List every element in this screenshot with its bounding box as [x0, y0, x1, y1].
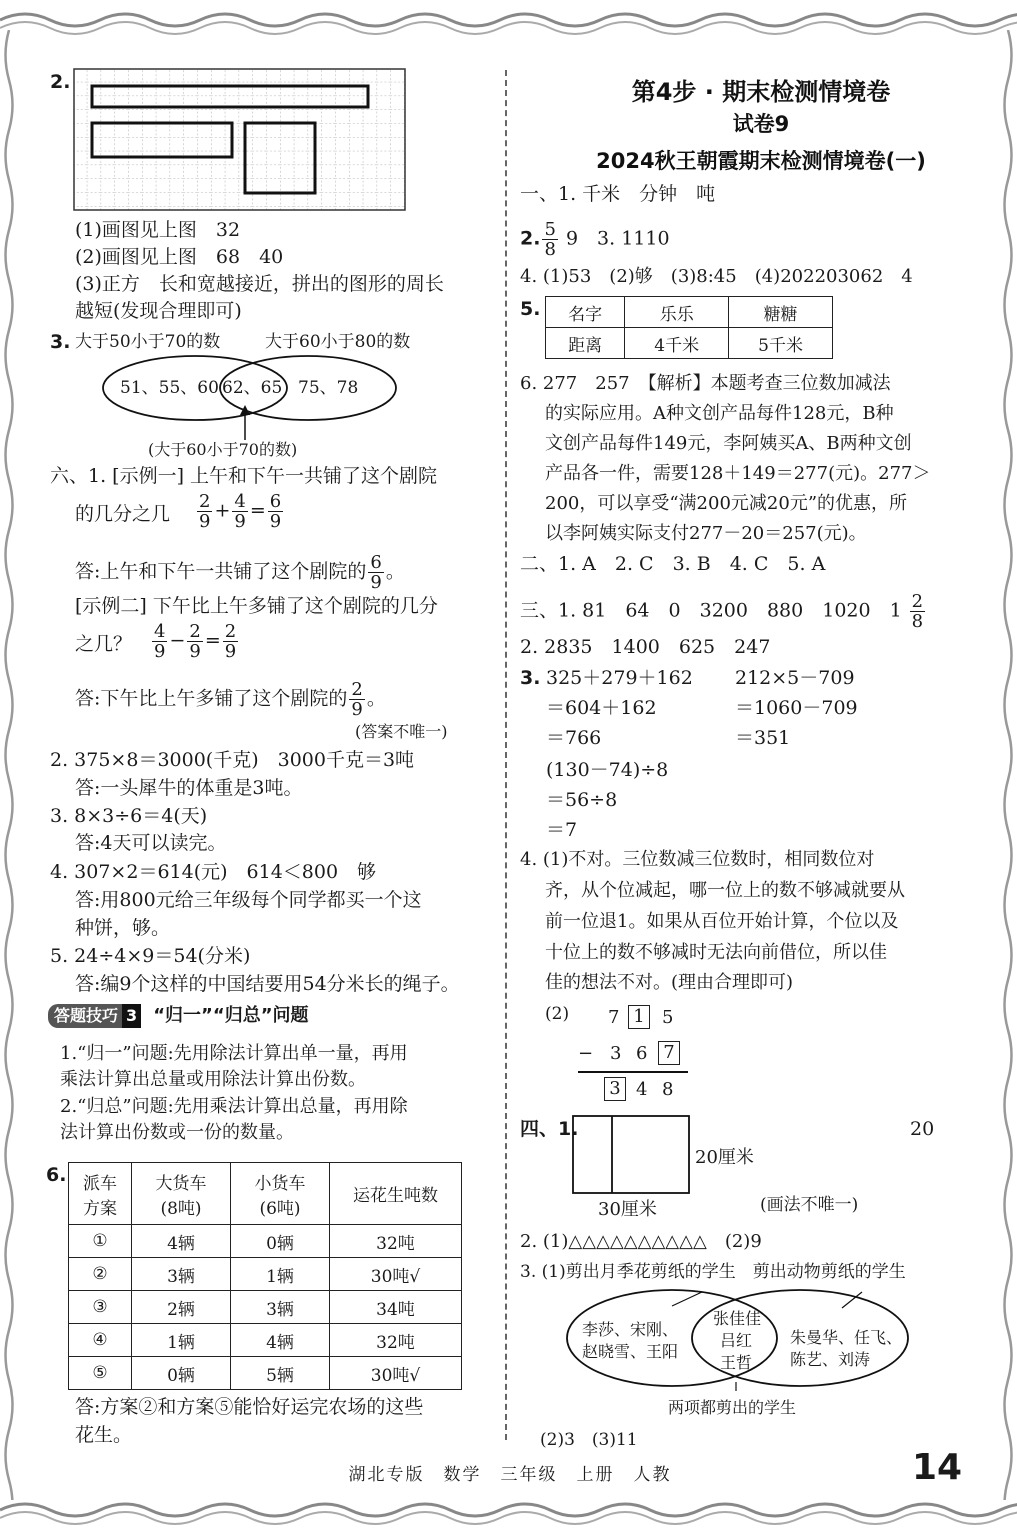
subtraction-puzzle [578, 1005, 688, 1105]
table-cell: ④ [69, 1324, 132, 1357]
table-cell: 4辆 [231, 1324, 330, 1357]
tips-title: “归一”“归总”问题 [153, 1005, 309, 1026]
r4-q3-line1: 3. (1)剪出月季花剪纸的学生 剪出动物剪纸的学生 [520, 1262, 906, 1282]
left-wave-border [0, 30, 18, 1500]
r3-q4-line2: 齐，从个位减起，哪一位上的数不够减就要从 [545, 880, 905, 901]
s6-note: (答案不唯一) [355, 722, 448, 741]
r3-calc3-line3: ＝7 [546, 819, 578, 841]
r1-q6-line2: 的实际应用。A种文创产品每件128元，B种 [545, 403, 894, 424]
q3-number: 3. [50, 331, 71, 353]
rect-width-label: 30厘米 [598, 1199, 657, 1220]
q3-only-right: 75、78 [298, 378, 359, 398]
table-cell: 5辆 [231, 1357, 330, 1390]
s6-q3-line2: 答:4天可以读完。 [75, 832, 227, 854]
r1-q6-line6: 以李阿姨实际支付277－20＝257(元)。 [545, 523, 867, 544]
r3-calc2-line1: 212×5－709 [735, 667, 855, 689]
table-header-row [69, 1163, 462, 1225]
digit: 3 [610, 1043, 622, 1064]
table-cell: ③ [69, 1291, 132, 1324]
digit: 5 [662, 1007, 674, 1028]
q3-bottom-label: (大于60小于70的数) [148, 440, 298, 459]
digit: 6 [636, 1043, 648, 1064]
r3-calc3-line1: (130－74)÷8 [546, 759, 669, 781]
table-header-cell: 运花生吨数 [330, 1163, 462, 1225]
table-cell: 4千米 [625, 328, 729, 359]
r3-q4-line3: 前一位退1。如果从百位开始计算，个位以及 [545, 911, 899, 932]
table-cell: ① [69, 1225, 132, 1258]
table-row [69, 1357, 462, 1390]
table-cell: 3辆 [231, 1291, 330, 1324]
venn-right-line2: 陈艺、刘涛 [790, 1350, 871, 1369]
r1-q5-table [545, 296, 833, 359]
r3-calc2-line2: ＝1060－709 [735, 697, 858, 719]
tips-badge: 答题技巧 [48, 1004, 124, 1028]
digit: 4 [636, 1079, 648, 1100]
venn-mid-line2: 吕红 [720, 1331, 753, 1350]
page-footer: 湖北专版 数学 三年级 上册 人教 [348, 1465, 672, 1485]
venn-mid-line3: 王哲 [720, 1353, 753, 1372]
q2-answer-1: (1)画图见上图 32 [75, 219, 241, 241]
r1-q4: 4. (1)53 (2)够 (3)8:45 (4)202203062 4 [520, 266, 913, 287]
r1-q2: 2. $\frac{5}{8}$ 9 3. 1110 [520, 219, 670, 260]
table-header-cell: 派车 方案 [69, 1163, 132, 1225]
r3-calc1-line1: 325＋279＋162 [546, 667, 693, 689]
table-cell: 30吨√ [330, 1258, 462, 1291]
r3-calc1-line2: ＝604＋162 [546, 697, 657, 719]
paper-number: 试卷9 [732, 112, 790, 136]
s6-q4-line3: 种饼，够。 [75, 917, 171, 939]
r3-q4-line4: 十位上的数不够减时无法向前借位，所以佳 [545, 942, 887, 963]
table-row [69, 1324, 462, 1357]
r4-q2: 2. (1)△△△△△△△△△△ (2)9 [520, 1231, 762, 1252]
s6-answer-2: 答:下午比上午多铺了这个剧院的 $\frac{2}{9}$ 。 [75, 679, 386, 720]
r3-q2: 2. 2835 1400 625 247 [520, 636, 771, 658]
r1-q6-line3: 文创产品每件149元，李阿姨买A、B两种文创 [545, 433, 912, 454]
r2-answers: 二、1. A 2. C 3. B 4. C 5. A [520, 553, 826, 575]
s6-q1-line1: 六、1. [示例一] 上午和下午一共铺了这个剧院 [50, 465, 438, 487]
r4-q1-answer: 20 [910, 1118, 935, 1140]
table-cell: 糖糖 [729, 297, 833, 328]
right-wave-border [999, 30, 1017, 1500]
table-cell: ⑤ [69, 1357, 132, 1390]
digit-box: 7 [658, 1041, 680, 1065]
paper-title: 2024秋王朝霞期末检测情境卷(一) [596, 149, 926, 173]
tips-number: 3 [122, 1004, 141, 1028]
q3-both: 62、65 [222, 378, 283, 398]
page-number: 14 [912, 1447, 963, 1488]
tips-line4: 法计算出份数或一份的数量。 [60, 1122, 294, 1143]
venn-left-line2: 赵晓雪、王阳 [582, 1342, 679, 1361]
rectangle-drawing [572, 1115, 692, 1195]
table-cell: 0辆 [132, 1357, 231, 1390]
venn-left-line1: 李莎、宋刚、 [582, 1320, 679, 1339]
column-divider [505, 70, 507, 1440]
table-row [69, 1258, 462, 1291]
r3-q3-number: 3. [520, 667, 541, 689]
r3-calc3-line2: ＝56÷8 [546, 789, 618, 811]
table-cell: 乐乐 [625, 297, 729, 328]
q2-number: 2. [50, 71, 71, 93]
venn-mid-line1: 张佳佳 [713, 1309, 762, 1328]
q2-answer-3b: 越短(发现合理即可) [75, 300, 242, 322]
rect-height-label: 20厘米 [695, 1147, 754, 1168]
r3-q1: 三、1. 81 64 0 3200 880 1020 1 $\frac{2}{8}$ [520, 591, 924, 632]
subtraction-line [578, 1071, 688, 1073]
minus-sign: − [578, 1043, 594, 1064]
r3-q4-line5: 佳的想法不对。(理由合理即可) [545, 972, 794, 993]
s6-answer-1: 答:上午和下午一共铺了这个剧院的 $\frac{6}{9}$ 。 [75, 552, 405, 593]
q6-number: 6. [46, 1164, 67, 1186]
table-cell: 32吨 [330, 1324, 462, 1357]
table-row [69, 1225, 462, 1258]
digit: 8 [662, 1079, 674, 1100]
q2-answer-2: (2)画图见上图 68 40 [75, 246, 284, 268]
r3-q4-part2-label: (2) [545, 1004, 570, 1024]
s6-example-2-line2: 之几？ [75, 633, 133, 655]
digit: 7 [608, 1007, 620, 1028]
r1-q6-line4: 产品各一件，需要128＋149＝277(元)。277＞ [545, 463, 931, 484]
tips-header [48, 1003, 309, 1028]
bottom-wave-border [0, 1492, 1017, 1536]
table-cell: 距离 [546, 328, 625, 359]
s6-q4-line1: 4. 307×2＝614(元) 614＜800 够 [50, 861, 377, 883]
r3-calc2-line3: ＝351 [735, 727, 791, 749]
table-cell: 2辆 [132, 1291, 231, 1324]
s6-equation-1: $\frac{2}{9}$ + $\frac{4}{9}$ = $\frac{6}{9}$ [199, 491, 282, 532]
r1-q6-line5: 200，可以享受“满200元减20元”的优惠，所 [545, 493, 908, 514]
q3-only-left: 51、55、60 [120, 378, 219, 398]
tips-line1: 1.“归一”问题:先用除法计算出单一量，再用 [60, 1043, 408, 1064]
s6-example-2-line1: [示例二] 下午比上午多铺了这个剧院的几分 [75, 595, 438, 617]
tips-line3: 2.“归总”问题:先用乘法计算出总量，再用除 [60, 1096, 408, 1117]
tips-line2: 乘法计算出总量或用除法计算出份数。 [60, 1069, 366, 1090]
table-cell: 0辆 [231, 1225, 330, 1258]
table-cell: 4辆 [132, 1225, 231, 1258]
r3-calc1-line3: ＝766 [546, 727, 602, 749]
venn-right-line1: 朱曼华、任飞、 [790, 1328, 903, 1347]
s6-q5-line2: 答:编9个这样的中国结要用54分米长的绳子。 [75, 973, 460, 995]
q6-answer-line1: 答:方案②和方案⑤能恰好运完农场的这些 [75, 1396, 424, 1418]
s6-equation-2: $\frac{4}{9}$ − $\frac{2}{9}$ = $\frac{2}{9}$ [154, 621, 237, 662]
table-cell: 30吨√ [330, 1357, 462, 1390]
venn-bottom-label: 两项都剪出的学生 [668, 1398, 797, 1417]
table-cell: 34吨 [330, 1291, 462, 1324]
table-cell: 名字 [546, 297, 625, 328]
s6-q4-line2: 答:用800元给三年级每个同学都买一个这 [75, 889, 422, 911]
table-row [69, 1291, 462, 1324]
q3-label-right: 大于60小于80的数 [265, 332, 411, 352]
q6-truck-table [68, 1162, 462, 1390]
q2-answer-3a: (3)正方 长和宽越接近，拼出的图形的周长 [75, 273, 444, 295]
r4-q1-note: (画法不唯一) [760, 1195, 859, 1215]
q3-label-left: 大于50小于70的数 [75, 332, 221, 352]
s6-q1-line2: 的几分之几 [75, 503, 171, 525]
s6-q2-line1: 2. 375×8＝3000(千克) 3000千克＝3吨 [50, 749, 415, 771]
s6-q3-line1: 3. 8×3÷6＝4(天) [50, 805, 208, 827]
table-row [546, 297, 833, 328]
table-cell: 1辆 [231, 1258, 330, 1291]
table-cell: 1辆 [132, 1324, 231, 1357]
q6-answer-line2: 花生。 [75, 1424, 133, 1446]
r4-q1-label: 四、1. [520, 1118, 579, 1140]
table-cell: ② [69, 1258, 132, 1291]
top-wave-border [0, 0, 1017, 44]
s6-q2-line2: 答:一头犀牛的体重是3吨。 [75, 777, 303, 799]
digit-box: 3 [604, 1077, 626, 1101]
table-header-cell: 小货车 (6吨) [231, 1163, 330, 1225]
s6-q5-line1: 5. 24÷4×9＝54(分米) [50, 945, 251, 967]
table-cell: 5千米 [729, 328, 833, 359]
r1-q5-number: 5. [520, 298, 541, 320]
table-row [546, 328, 833, 359]
section-heading: 第4步 · 期末检测情境卷 [631, 78, 891, 106]
r3-q4-line1: 4. (1)不对。三位数减三位数时，相同数位对 [520, 849, 875, 870]
table-cell: 3辆 [132, 1258, 231, 1291]
q2-grid-drawing [73, 68, 407, 212]
table-cell: 32吨 [330, 1225, 462, 1258]
r1-q1: 一、1. 千米 分钟 吨 [520, 183, 716, 205]
r4-q3-rest: (2)3 (3)11 [540, 1430, 638, 1450]
r1-q6-line1: 6. 277 257 【解析】本题考查三位数加减法 [520, 373, 891, 394]
table-header-cell: 大货车 (8吨) [132, 1163, 231, 1225]
digit-box: 1 [628, 1005, 650, 1029]
